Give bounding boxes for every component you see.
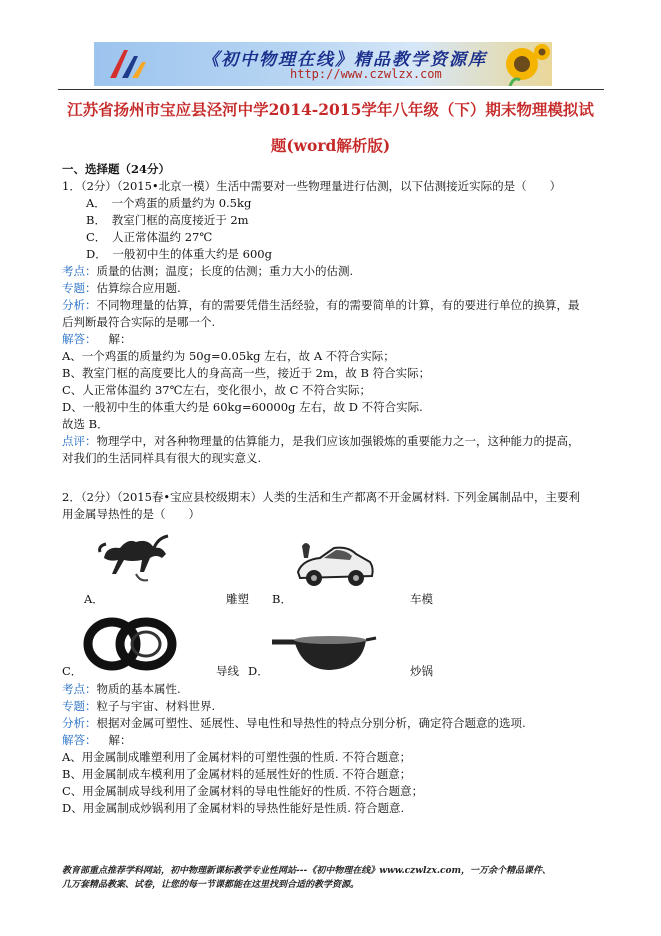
zhuanti-text: 粒子与宇宙、材料世界. bbox=[96, 699, 216, 713]
label-fenxi: 分析： bbox=[62, 716, 97, 730]
q2-option-c-text: 导线 bbox=[216, 664, 239, 678]
document-title-line1: 江苏省扬州市宝应县泾河中学2014-2015学年八年级（下）期末物理模拟试 bbox=[67, 100, 594, 119]
car-model-image bbox=[294, 538, 376, 594]
q2-option-c-letter: C． bbox=[62, 664, 83, 678]
zhuanti-text: 估算综合应用题. bbox=[96, 281, 181, 295]
q1-jieda bbox=[62, 332, 132, 346]
banner-title: 《初中物理在线》精品教学资源库 bbox=[202, 50, 487, 70]
label-dianping: 点评： bbox=[62, 434, 97, 448]
site-logo-icon bbox=[106, 46, 150, 82]
label-zhuanti: 专题： bbox=[62, 699, 97, 713]
banner-url: http://www.czwlzx.com bbox=[290, 67, 442, 81]
q1-option-b: B． 教室门框的高度接近于 2m bbox=[86, 213, 249, 227]
fenxi-text: 不同物理量的估算，有的需要凭借生活经验，有的需要简单的计算，有的要进行单位的换算，最 bbox=[96, 298, 580, 312]
label-kaodian: 考点： bbox=[62, 264, 97, 278]
label-zhuanti: 专题： bbox=[62, 281, 97, 295]
header-divider bbox=[58, 89, 604, 90]
jieda-head: 解： bbox=[108, 733, 132, 747]
q1-option-c: C． 人正常体温约 27℃ bbox=[86, 230, 213, 244]
section-heading: 一、选择题（24分） bbox=[62, 162, 171, 176]
kaodian-text: 物质的基本属性. bbox=[96, 682, 181, 696]
q1-kaodian bbox=[62, 264, 353, 278]
footer-line2: 几万套精品教案、试卷，让您的每一节课都能在这里找到合适的教学资源。 bbox=[62, 880, 360, 890]
q1-jieda-b: B、教室门框的高度要比人的身高高一些，接近于 2m，故 B 符合实际； bbox=[62, 366, 431, 380]
dianping-text: 物理学中，对各种物理量的估算能力，是我们应该加强锻炼的重要能力之一，这种能力的提高， bbox=[96, 434, 580, 448]
q1-jieda-d: D、一般初中生的体重大约是 60kg=60000g 左右，故 D 不符合实际. bbox=[62, 400, 423, 414]
q2-jieda-d: D、用金属制成炒锅利用了金属材料的导热性能好是性质. 符合题意. bbox=[62, 801, 405, 815]
q1-stem: 1．（2分）（2015•北京一模）生活中需要对一些物理量进行估测，以下估测接近实际的是（ ） bbox=[62, 179, 562, 193]
q1-jieda-c: C、人正常体温约 37℃左右，变化很小，故 C 不符合实际； bbox=[62, 383, 372, 397]
q1-zhuanti bbox=[62, 281, 181, 295]
q1-answer: 故选 B． bbox=[62, 417, 109, 431]
wok-image bbox=[270, 628, 378, 674]
label-jieda: 解答： bbox=[62, 733, 97, 747]
wire-coil-image bbox=[82, 614, 178, 672]
q2-option-b-text: 车模 bbox=[410, 592, 433, 606]
fenxi-text: 根据对金属可塑性、延展性、导电性和导热性的特点分别分析，确定符合题意的选项. bbox=[96, 716, 526, 730]
q2-option-d-letter: D． bbox=[248, 664, 269, 678]
q2-option-b-letter: B． bbox=[272, 592, 292, 606]
label-jieda: 解答： bbox=[62, 332, 97, 346]
q2-jieda bbox=[62, 733, 132, 747]
q2-kaodian bbox=[62, 682, 181, 696]
q2-option-a-letter: A． bbox=[84, 592, 104, 606]
q2-zhuanti bbox=[62, 699, 215, 713]
q1-fenxi bbox=[62, 298, 580, 312]
document-title-line2: 题(word解析版) bbox=[270, 136, 391, 155]
q2-jieda-a: A、用金属制成雕塑利用了金属材料的可塑性强的性质. 不符合题意； bbox=[62, 750, 412, 764]
header-banner bbox=[94, 42, 552, 86]
q1-option-a: A． 一个鸡蛋的质量约为 0.5kg bbox=[86, 196, 252, 210]
label-fenxi: 分析： bbox=[62, 298, 97, 312]
q2-option-d-text: 炒锅 bbox=[410, 664, 433, 678]
q2-stem-cont: 用金属导热性的是（ ） bbox=[62, 507, 200, 521]
q1-jieda-a: A、一个鸡蛋的质量约为 50g=0.05kg 左右，故 A 不符合实际； bbox=[62, 349, 395, 363]
q1-dianping-cont: 对我们的生活同样具有很大的现实意义. bbox=[62, 451, 262, 465]
q2-option-a-text: 雕塑 bbox=[226, 592, 249, 606]
jieda-head: 解： bbox=[108, 332, 132, 346]
sunflower-icon bbox=[490, 42, 550, 86]
q2-fenxi bbox=[62, 716, 526, 730]
q2-jieda-b: B、用金属制成车模利用了金属材料的延展性好的性质. 不符合题意； bbox=[62, 767, 412, 781]
q1-fenxi-cont: 后判断最符合实际的是哪一个. bbox=[62, 315, 216, 329]
q1-dianping bbox=[62, 434, 580, 448]
horse-sculpture-image bbox=[96, 528, 176, 588]
footer-line1: 教育部重点推荐学科网站，初中物理新课标教学专业性网站---《初中物理在线》www.czwlzx.com，一万余个精品课件、 bbox=[62, 866, 552, 876]
q1-option-d: D． 一般初中生的体重大约是 600g bbox=[86, 247, 272, 261]
kaodian-text: 质量的估测；温度；长度的估测；重力大小的估测. bbox=[96, 264, 354, 278]
label-kaodian: 考点： bbox=[62, 682, 97, 696]
q2-jieda-c: C、用金属制成导线利用了金属材料的导电性能好的性质. 不符合题意； bbox=[62, 784, 424, 798]
q2-stem: 2．（2分）（2015春•宝应县校级期末）人类的生活和生产都离不开金属材料. 下列金属制品中，主要利 bbox=[62, 490, 580, 504]
